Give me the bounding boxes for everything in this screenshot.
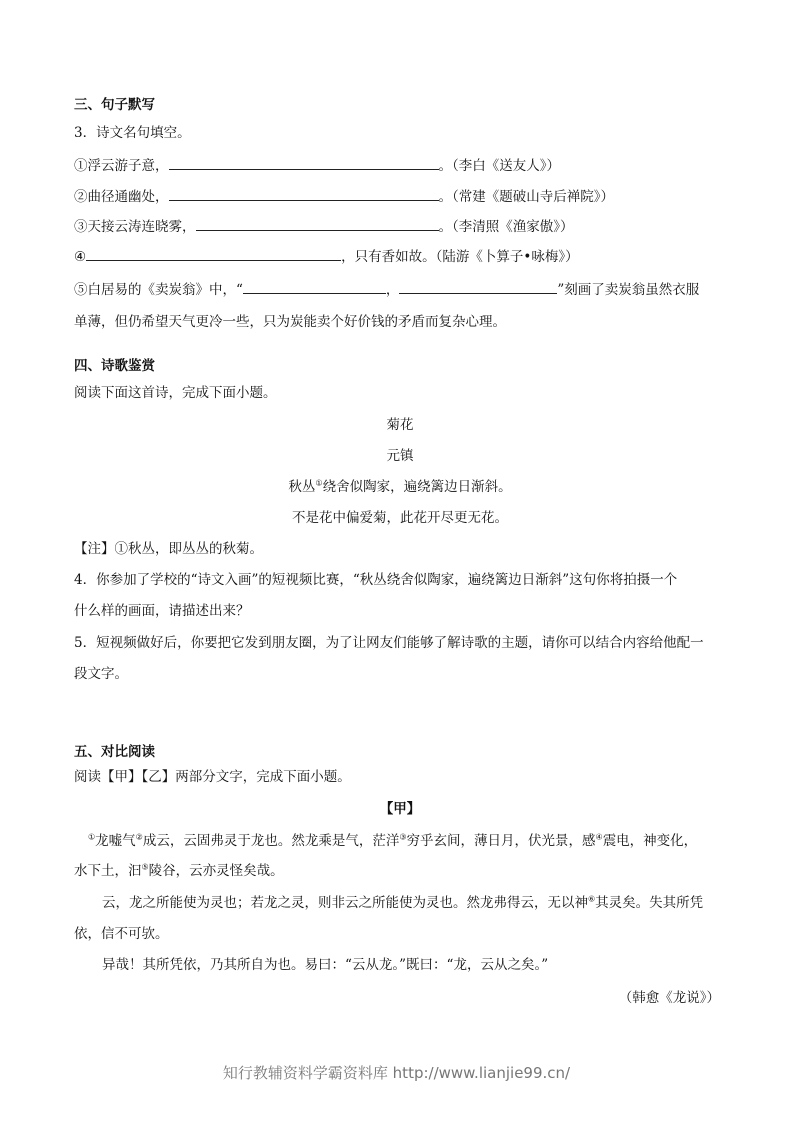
section-5-title: 五、对比阅读 [74, 744, 155, 760]
blank-2[interactable] [169, 188, 439, 201]
fill-item-2: ②曲径通幽处， 。（常建《题破山寺后禅院》） [74, 189, 614, 205]
question-3: 3．诗文名句填空。 [74, 125, 191, 141]
poem-line-1: 秋丛①绕舍似陶家，遍绕篱边日渐斜。 [288, 478, 512, 495]
fill-item-1: ①浮云游子意， 。（李白《送友人》） [74, 158, 560, 174]
section-4-title: 四、诗歌鉴赏 [74, 358, 155, 374]
poem-title: 菊花 [386, 417, 414, 433]
section-3-title: 三、句子默写 [74, 97, 155, 113]
question-4-line-2: 什么样的画面，请描述出来？ [74, 603, 250, 619]
passage-p1-line-1: ①龙嘘气②成云，云固弗灵于龙也。然龙乘是气，茫洋③穷乎玄间，薄日月，伏光景，感④震电，神变化， [88, 832, 698, 849]
footer-watermark: 知行教辅资料学霸资料库 http://www.lianjie99.cn/ [222, 1064, 571, 1082]
passage-source: （韩愈《龙说》） [618, 990, 720, 1006]
passage-p2-line-1: 云，龙之所能使为灵也；若龙之灵，则非云之所能使为灵也。然龙弗得云，无以神⑥其灵矣。失其所凭 [102, 894, 704, 911]
passage-p2-line-2: 依，信不可欤。 [74, 926, 169, 942]
blank-5b[interactable] [399, 281, 557, 294]
fill-item-5-cont: 单薄，但仍希望天气更冷一些，只为炭能卖个好价钱的矛盾而复杂心理。 [74, 314, 506, 330]
section-4-intro: 阅读下面这首诗，完成下面小题。 [74, 385, 277, 401]
blank-1[interactable] [169, 157, 439, 170]
blank-3[interactable] [196, 218, 439, 231]
passage-jia-heading: 【甲】 [379, 801, 421, 817]
passage-p3: 异哉！其所凭依，乃其所自为也。易曰：“云从龙。”既曰：“龙，云从之矣。” [102, 957, 549, 973]
fill-item-5: ⑤白居易的《卖炭翁》中，“ ， ”刻画了卖炭翁虽然衣服 [74, 282, 700, 298]
poem-author: 元镇 [386, 448, 414, 464]
blank-5a[interactable] [243, 281, 386, 294]
poem-note: 【注】①秋丛，即丛丛的秋菊。 [74, 541, 263, 557]
question-5-line-2: 段文字。 [74, 666, 128, 682]
poem-line-2: 不是花中偏爱菊，此花开尽更无花。 [292, 510, 508, 526]
question-5-line-1: 5．短视频做好后，你要把它发到朋友圈，为了让网友们能够了解诗歌的主题，请你可以结合内容给他配一 [74, 635, 704, 651]
section-5-intro: 阅读【甲】【乙】两部分文字，完成下面小题。 [74, 769, 351, 785]
blank-4[interactable] [86, 248, 341, 261]
question-4-line-1: 4．你参加了学校的“诗文入画”的短视频比赛，“秋丛绕舍似陶家，遍绕篱边日渐斜”这句你将拍摄一个 [74, 572, 678, 588]
passage-p1-line-2: 水下土，汩⑤陵谷，云亦灵怪矣哉。 [74, 862, 284, 879]
fill-item-4: ④ ，只有香如故。（陆游《卜算子•咏梅》） [74, 249, 579, 265]
fill-item-3: ③天接云涛连晓雾， 。（李清照《渔家傲》） [74, 219, 574, 235]
